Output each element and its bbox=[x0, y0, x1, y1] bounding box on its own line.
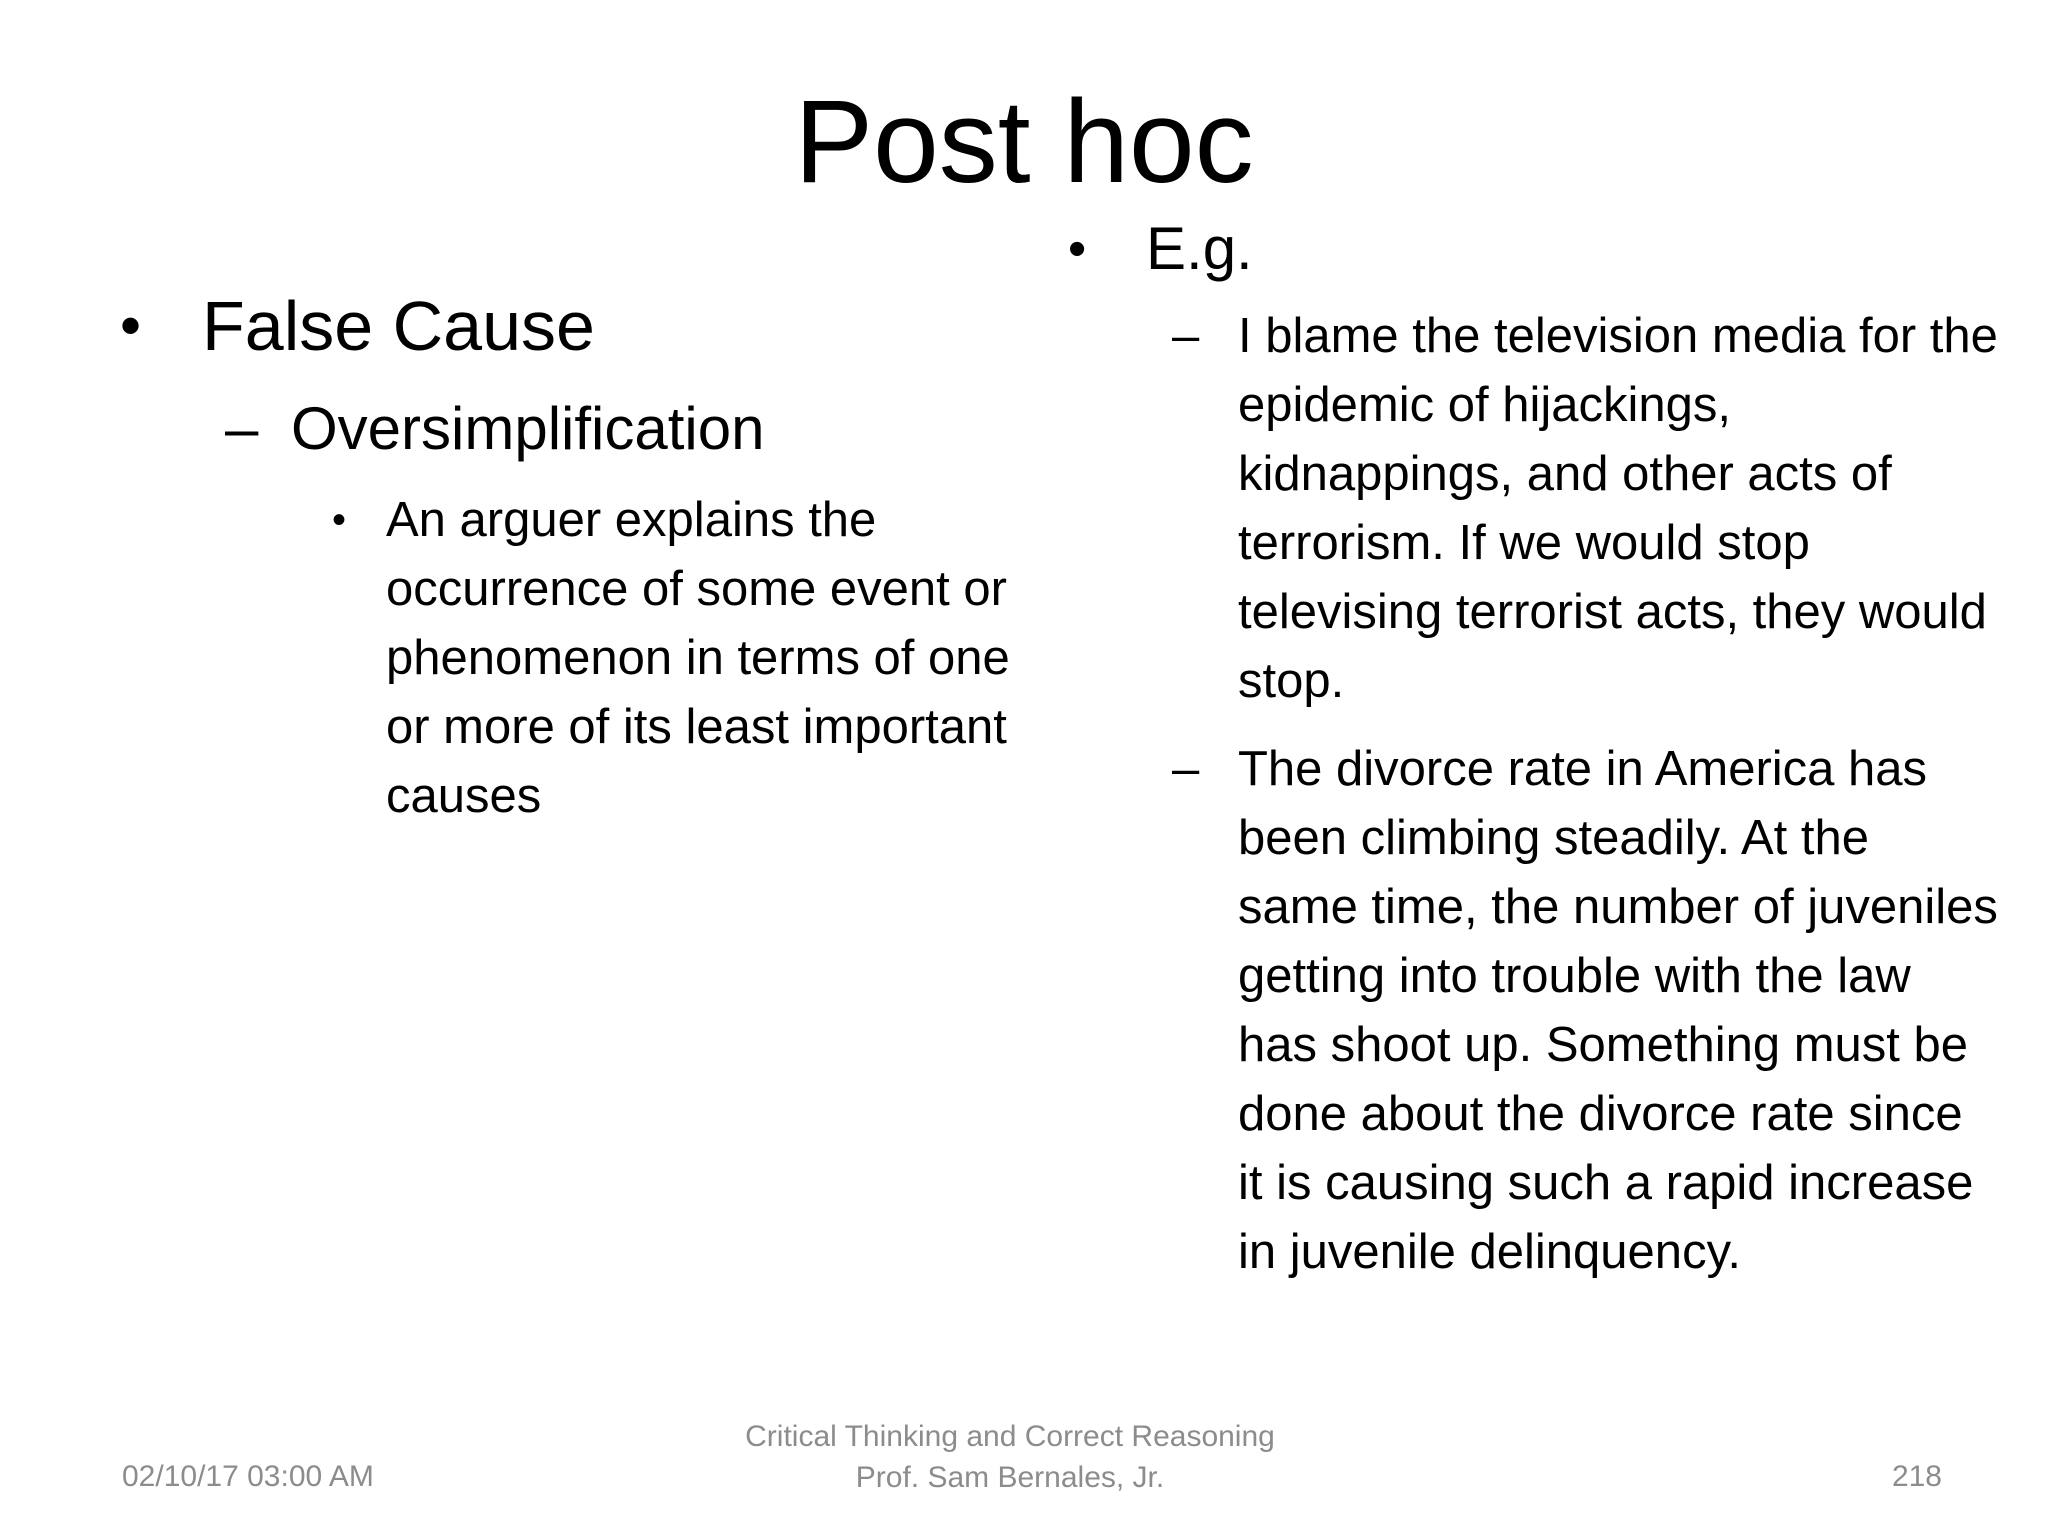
footer-date: 02/10/17 03:00 AM bbox=[122, 1460, 374, 1493]
slide-number: 218 bbox=[1891, 1460, 1942, 1493]
bullet-dot-icon: • bbox=[1068, 220, 1087, 278]
dash-icon: – bbox=[1172, 742, 1200, 796]
bullet-dot-icon: • bbox=[120, 292, 142, 359]
example-text: I blame the television media for the epidemic of hijackings, kidnappings, and other acts of terrorism. If we would stop televising terrorist acts, they would stop. bbox=[1238, 309, 1998, 708]
sub-bullet-text: Oversimplification bbox=[291, 395, 765, 462]
definition-text: An arguer explains the occurrence of some event or phenomenon in terms of one or more of its least important causes bbox=[386, 493, 1010, 823]
bullet-dot-icon: • bbox=[332, 498, 347, 542]
bullet-text: False Cause bbox=[202, 287, 595, 365]
slide-title: Post hoc bbox=[794, 76, 1254, 208]
footer-course bbox=[700, 1416, 1320, 1498]
footer-author: Prof. Sam Bernales, Jr. bbox=[855, 1461, 1165, 1494]
example-text: The divorce rate in America has been climbing steadily. At the same time, the number of juveniles getting into trouble with the law has shoot up. Something must be done about the divorce rate since it is causing such a rapid increase in juvenile delinquency. bbox=[1238, 742, 1998, 1279]
bullet-text: E.g. bbox=[1146, 215, 1253, 282]
dash-icon: – bbox=[225, 395, 259, 462]
dash-icon: – bbox=[1172, 309, 1200, 363]
footer-course-title: Critical Thinking and Correct Reasoning bbox=[745, 1420, 1275, 1453]
